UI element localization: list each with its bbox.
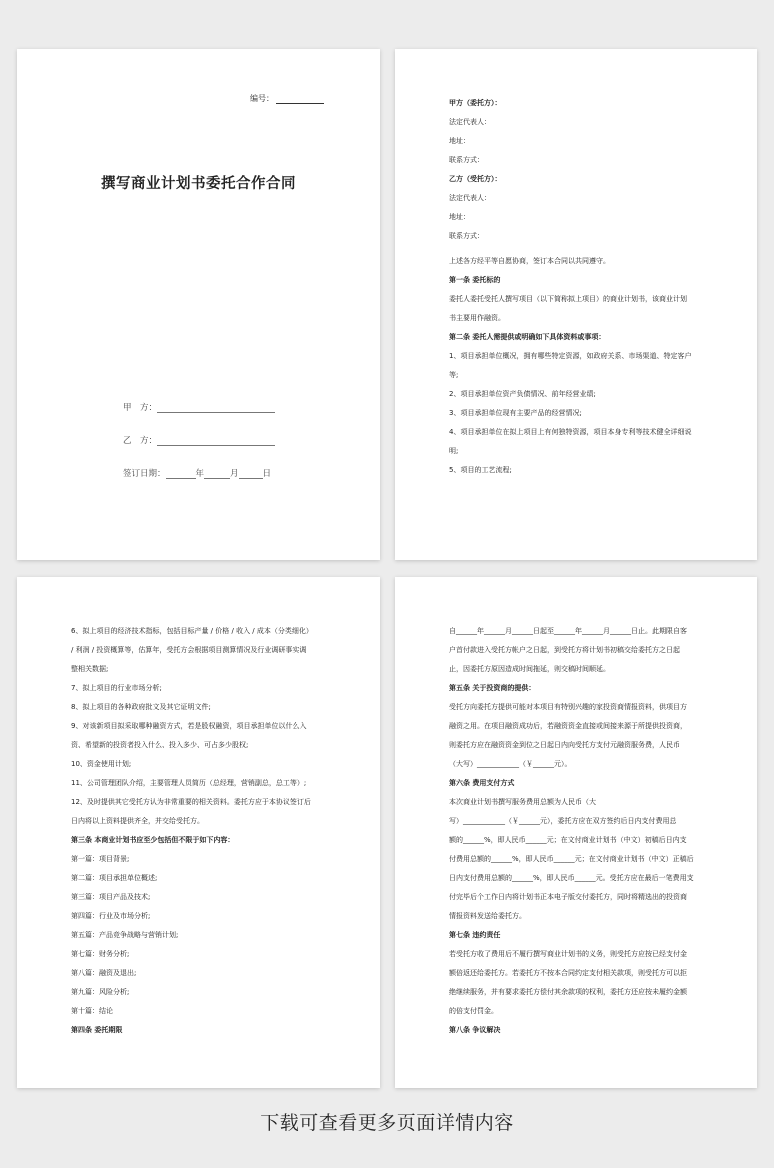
text-line: 10、资金使用计划; <box>71 760 132 768</box>
text-line: 2、项目承担单位资产负债情况、前年经营业绩; <box>449 390 596 398</box>
text-line: 第三篇：项目产品及技术; <box>71 893 151 901</box>
section-heading: 甲方（委托方）： <box>449 99 502 107</box>
serial-blank <box>276 95 324 104</box>
text-line: 地址： <box>449 213 470 221</box>
text-line: 委托人委托受托人撰写项目（以下简称拟上项目）的商业计划书，该商业计划 <box>449 295 687 303</box>
text-line: 融资之用。在项目融资成功后，若融资资金直接或间接来源于所提供投资商， <box>449 722 687 730</box>
text-line: 第八篇：融资及退出; <box>71 969 137 977</box>
section-heading: 第二条 委托人需提供或明确如下具体资料或事项： <box>449 333 606 341</box>
text-line: 地址： <box>449 137 470 145</box>
day-label: 日 <box>262 469 272 479</box>
section-heading: 第六条 费用支付方式 <box>449 779 515 787</box>
text-line: 6、拟上项目的经济技术指标，包括目标产量 / 价格 / 收入 / 成本（分类细化） <box>71 627 313 635</box>
section-heading: 第八条 争议解决 <box>449 1026 501 1034</box>
text-line: 整相关数据; <box>71 665 109 673</box>
text-line: 4、项目承担单位在拟上项目上有何独特资源，项目本身专利等技术健全详细说 <box>449 428 692 436</box>
text-line: 止，因委托方原因造成时间拖延，则交稿时间顺延。 <box>449 665 610 673</box>
section-heading: 第七条 违约责任 <box>449 931 501 939</box>
contract-page-2 <box>395 49 757 560</box>
text-line: 情报资料发送给委托方。 <box>449 912 526 920</box>
text-line: （大写）____________（￥______元）。 <box>449 760 572 768</box>
contract-page-4 <box>395 577 757 1088</box>
day-blank <box>239 469 263 479</box>
text-line: 写）____________（￥______元），委托方应在双方签约后日内支付费用总 <box>449 817 677 825</box>
text-line: 上述各方经平等自愿协商，签订本合同以共同遵守。 <box>449 257 610 265</box>
text-line: 第一篇：项目背景; <box>71 855 130 863</box>
section-heading: 第四条 委托期限 <box>71 1026 123 1034</box>
sign-date-label: 签订日期： <box>123 469 166 479</box>
text-line: 9、对该新项目拟采取哪种融资方式，若是股权融资，项目承担单位以什么入 <box>71 722 307 730</box>
text-line: 12、及时提供其它受托方认为非常重要的相关资料。委托方应于本协议签订后 <box>71 798 311 806</box>
text-line: 额倍返还给委托方。若委托方不按本合同约定支付相关款项，则受托方可以拒 <box>449 969 687 977</box>
serial-number <box>250 93 324 104</box>
text-line: 法定代表人： <box>449 118 491 126</box>
party-b-blank <box>157 436 275 446</box>
text-line: 第十篇：结论 <box>71 1007 113 1015</box>
cover-page <box>17 49 380 560</box>
text-line: 第五篇：产品竞争战略与营销计划; <box>71 931 179 939</box>
document-title: 撰写商业计划书委托合作合同 <box>101 176 296 192</box>
party-a-line <box>123 401 275 413</box>
month-label: 月 <box>230 469 239 479</box>
text-line: 则委托方应在融资资金到位之日起日内向受托方支付元融资服务费，人民币 <box>449 741 680 749</box>
text-line: 5、项目的工艺流程; <box>449 466 512 474</box>
text-line: 本次商业计划书撰写服务费用总额为人民币（大 <box>449 798 596 806</box>
page-3-body <box>71 622 326 1040</box>
text-line: 第七篇：财务分析; <box>71 950 130 958</box>
month-blank <box>204 469 230 479</box>
text-line: 第四篇：行业及市场分析; <box>71 912 151 920</box>
text-line: / 利润 / 投资概算等，估算年，受托方会根据项目测算情况及行业调研事实调 <box>71 646 307 654</box>
text-line: 自______年______月______日起至______年______月______日止。此期限自客 <box>449 627 687 635</box>
section-heading: 第一条 委托标的 <box>449 276 501 284</box>
text-line: 法定代表人： <box>449 194 491 202</box>
text-line: 户首付款进入受托方帐户之日起，到受托方将计划书初稿交给委托方之日起 <box>449 646 680 654</box>
text-line: 等; <box>449 371 459 379</box>
text-line: 绝继续服务，并有要求委托方偿付其余款项的权利，委托方还应按未履约金额 <box>449 988 687 996</box>
text-line: 第二篇：项目承担单位概述; <box>71 874 158 882</box>
serial-label: 编号： <box>250 94 274 103</box>
contract-page-3 <box>17 577 380 1088</box>
text-line: 7、拟上项目的行业市场分析; <box>71 684 162 692</box>
party-a-blank <box>157 403 275 413</box>
text-line: 日内支付费用总额的______%，即人民币______元。受托方应在最后一笔费用支 <box>449 874 694 882</box>
section-heading: 第三条 本商业计划书应至少包括但不限于如下内容： <box>71 836 235 844</box>
text-line: 联系方式： <box>449 156 484 164</box>
text-line: 1、项目承担单位概况，拥有哪些特定资源，如政府关系、市场渠道、特定客户 <box>449 352 692 360</box>
text-line: 书主要用作融资。 <box>449 314 505 322</box>
text-line: 的倍支付罚金。 <box>449 1007 498 1015</box>
party-b-line <box>123 434 275 446</box>
text-line: 若受托方收了费用后不履行撰写商业计划书的义务，则受托方应按已经支付金 <box>449 950 687 958</box>
sign-date-line <box>123 467 271 479</box>
page-4-body <box>449 622 703 1040</box>
text-line: 第九篇：风险分析; <box>71 988 130 996</box>
text-line: 3、项目承担单位现有主要产品的经营情况; <box>449 409 582 417</box>
text-line: 日内将以上资料提供齐全，并交给受托方。 <box>71 817 204 825</box>
year-label: 年 <box>195 469 205 479</box>
text-line: 11、公司管理团队介绍，主要管理人员简历（总经理，营销副总，总工等）; <box>71 779 307 787</box>
text-line: 受托方向委托方提供可能对本项目有特别兴趣的家投资商情报资料，供项目方 <box>449 703 687 711</box>
section-heading: 乙方（受托方）： <box>449 175 502 183</box>
section-heading: 第五条 关于投资商的提供： <box>449 684 536 692</box>
text-line: 8、拟上项目的各种政府批文及其它证明文件; <box>71 703 211 711</box>
text-line: 付完毕后个工作日内将计划书正本电子版交付委托方，同时将精选出的投资商 <box>449 893 687 901</box>
text-line: 资、希望新的投资者投入什么、投入多少、可占多少股权; <box>71 741 249 749</box>
party-b-label: 乙 方： <box>123 436 158 446</box>
download-more-caption: 下载可查看更多页面详情内容 <box>260 1112 514 1134</box>
text-line: 联系方式： <box>449 232 484 240</box>
year-blank <box>166 469 196 479</box>
text-line: 明; <box>449 447 459 455</box>
page-2-body <box>449 94 703 480</box>
text-line: 额的______%，即人民币______元；在文付商业计划书（中文）初稿后日内支 <box>449 836 687 844</box>
party-a-label: 甲 方： <box>123 403 158 413</box>
text-line: 付费用总额的______%，即人民币______元；在文付商业计划书（中文）正稿后 <box>449 855 694 863</box>
